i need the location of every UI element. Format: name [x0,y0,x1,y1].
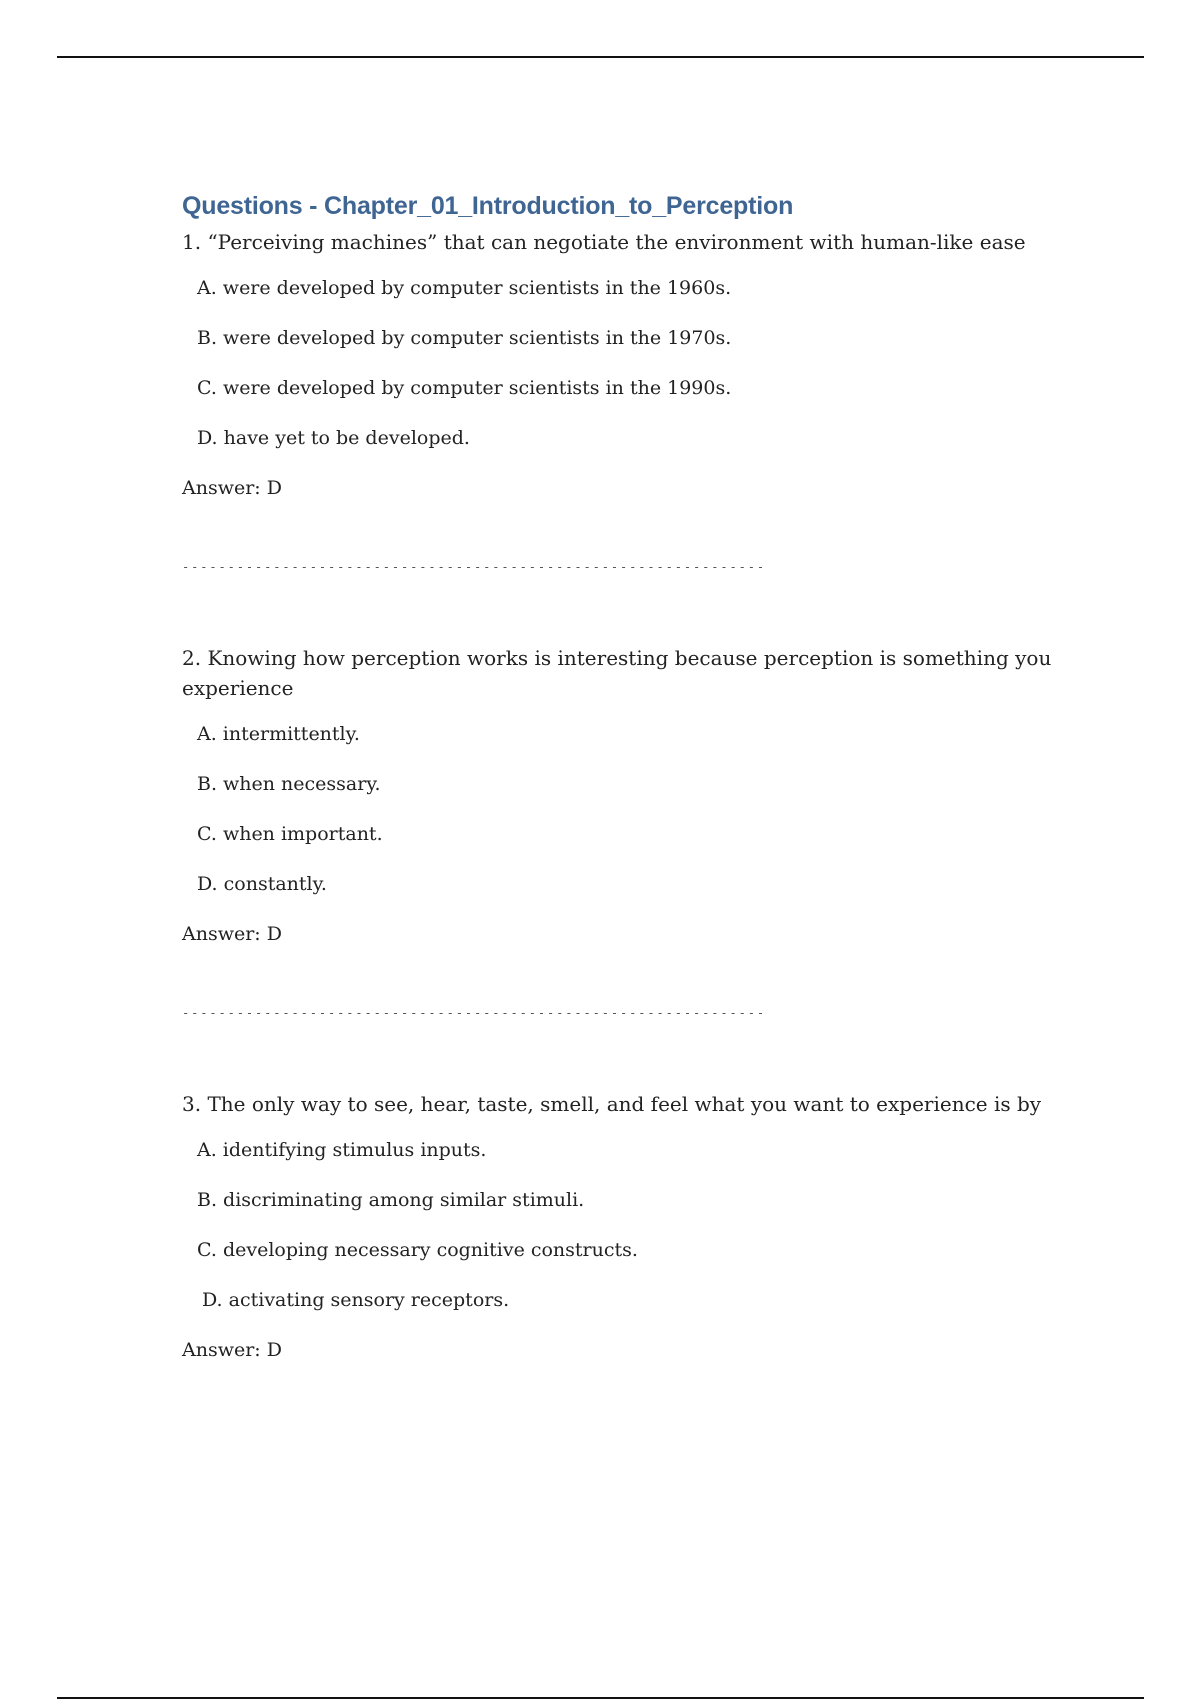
document-body [182,192,1062,1363]
question-text: 3. The only way to see, hear, taste, smell, and feel what you want to experience is by [182,1092,1042,1116]
option-a: A. identifying stimulus inputs. [197,1139,487,1161]
footer-rule [57,1697,1144,1699]
question-1 [182,227,1062,501]
option-d: D. have yet to be developed. [197,427,470,449]
option-d: D. constantly. [197,873,327,895]
question-3 [182,1089,1062,1363]
separator-line: ---------------------------------------------------------------- [182,1006,766,1020]
answer: Answer: D [182,923,282,945]
option-a: A. were developed by computer scientists in the 1960s. [197,277,732,299]
option-c: C. when important. [197,823,383,845]
option-c: C. were developed by computer scientists in the 1990s. [197,377,732,399]
answer: Answer: D [182,477,282,499]
question-text: 1. “Perceiving machines” that can negotiate the environment with human-like ease [182,230,1026,254]
option-b: B. discriminating among similar stimuli. [197,1189,585,1211]
option-b: B. were developed by computer scientists in the 1970s. [197,327,732,349]
document-title: Questions - Chapter_01_Introduction_to_Perception [182,192,794,220]
option-b: B. when necessary. [197,773,381,795]
option-a: A. intermittently. [197,723,360,745]
option-d: D. activating sensory receptors. [202,1289,510,1311]
question-text: 2. Knowing how perception works is interesting because perception is something you experience [182,646,1052,700]
header-rule [57,56,1144,58]
question-2 [182,643,1062,947]
option-c: C. developing necessary cognitive constructs. [197,1239,638,1261]
answer: Answer: D [182,1339,282,1361]
separator-line: ---------------------------------------------------------------- [182,560,766,574]
